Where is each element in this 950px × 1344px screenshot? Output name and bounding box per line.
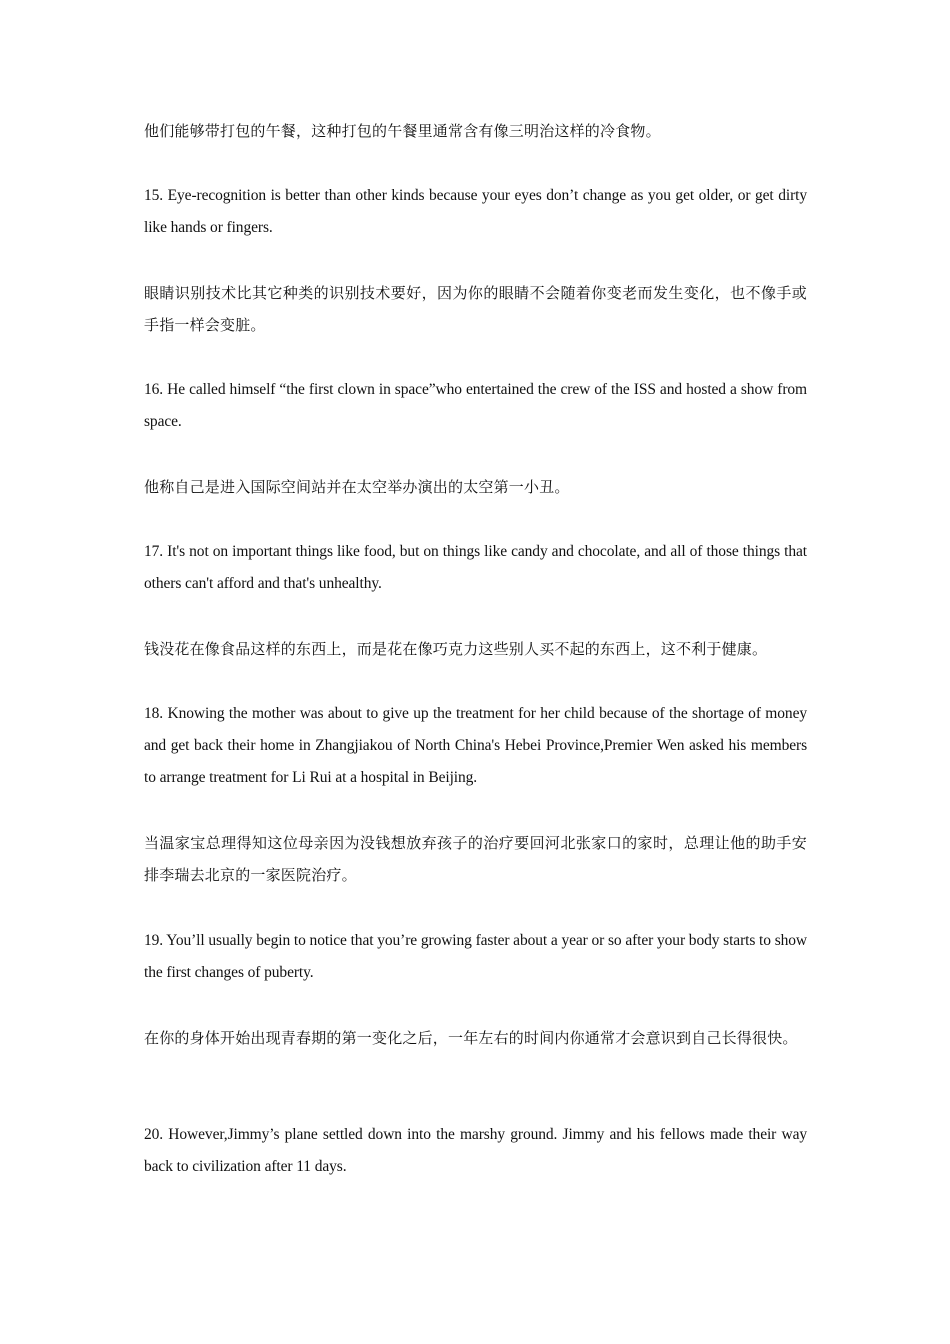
translation-paragraph-14: 他们能够带打包的午餐，这种打包的午餐里通常含有像三明治这样的冷食物。	[144, 122, 661, 140]
sentence-18: 18. Knowing the mother was about to give up the treatment for her child because of the shortage of money and get back their home in Zhangjiakou of North China's Hebei Province,Premier Wen asked his members to arrange treatment for Li Rui at a hospital in Beijing.	[144, 705, 807, 786]
sentence-20: 20. However,Jimmy’s plane settled down into the marshy ground. Jimmy and his fellows made their way back to civilization after 11 days.	[144, 1126, 807, 1175]
translation-paragraph-17: 钱没花在像食品这样的东西上，而是花在像巧克力这些别人买不起的东西上，这不利于健康。	[144, 640, 768, 658]
sentence-15: 15. Eye-recognition is better than other kinds because your eyes don’t change as you get older, or get dirty like hands or fingers.	[144, 187, 807, 236]
sentence-19: 19. You’ll usually begin to notice that you’re growing faster about a year or so after your body starts to show the first changes of puberty.	[144, 932, 808, 981]
translation-paragraph-18: 当温家宝总理得知这位母亲因为没钱想放弃孩子的治疗要回河北张家口的家时，总理让他的助手安排李瑞去北京的一家医院治疗。	[144, 834, 807, 884]
sentence-17: 17. It's not on important things like food, but on things like candy and chocolate, and all of those things that others can't afford and that's unhealthy.	[144, 543, 807, 592]
sentence-16: 16. He called himself “the first clown in space”who entertained the crew of the ISS and hosted a show from space.	[144, 381, 807, 430]
translation-paragraph-16: 他称自己是进入国际空间站并在太空举办演出的太空第一小丑。	[144, 478, 570, 496]
translation-paragraph-19: 在你的身体开始出现青春期的第一变化之后，一年左右的时间内你通常才会意识到自己长得很快。	[144, 1029, 798, 1047]
translation-paragraph-15: 眼睛识别技术比其它种类的识别技术要好，因为你的眼睛不会随着你变老而发生变化，也不像手或手指一样会变脏。	[144, 284, 807, 334]
